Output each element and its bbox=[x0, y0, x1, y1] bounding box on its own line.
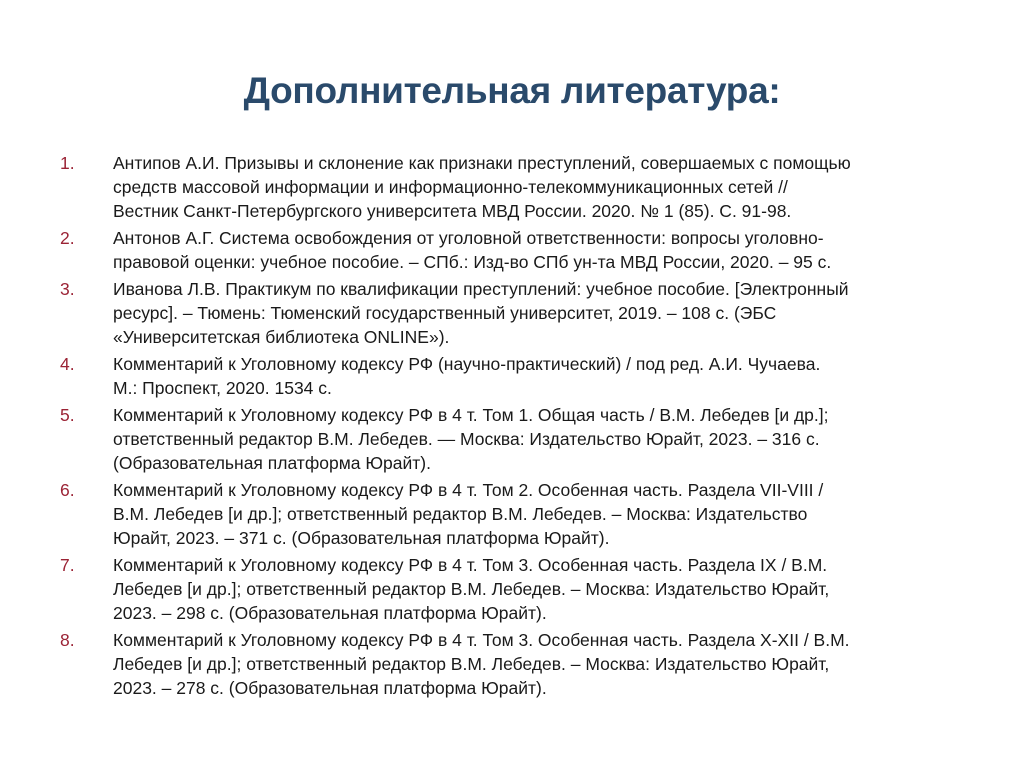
item-text-line: Лебедев [и др.]; ответственный редактор В.М. Лебедев. – Москва: Издательство Юрайт, bbox=[113, 654, 830, 674]
literature-item bbox=[60, 277, 980, 349]
item-text-line: ответственный редактор В.М. Лебедев. — Москва: Издательство Юрайт, 2023. – 316 с. bbox=[113, 429, 820, 449]
item-text-line: Юрайт, 2023. – 371 с. (Образовательная платформа Юрайт). bbox=[113, 528, 610, 548]
item-text-line: Комментарий к Уголовному кодексу РФ (научно-практический) / под ред. А.И. Чучаева. bbox=[113, 354, 821, 374]
literature-item bbox=[60, 403, 980, 475]
item-text-line: Комментарий к Уголовному кодексу РФ в 4 т. Том 2. Особенная часть. Раздела VII-VIII / bbox=[113, 480, 824, 500]
literature-item bbox=[60, 628, 980, 700]
item-text-line: Комментарий к Уголовному кодексу РФ в 4 т. Том 3. Особенная часть. Раздела X-XII / В.М. bbox=[113, 630, 850, 650]
item-number: 8. bbox=[60, 630, 75, 650]
literature-item bbox=[60, 478, 980, 550]
item-number: 5. bbox=[60, 405, 75, 425]
item-text-line: Вестник Санкт-Петербургского университета МВД России. 2020. № 1 (85). С. 91-98. bbox=[113, 201, 792, 221]
item-text-line: 2023. – 278 с. (Образовательная платформа Юрайт). bbox=[113, 678, 547, 698]
item-text-line: правовой оценки: учебное пособие. – СПб.: Изд-во СПб ун-та МВД России, 2020. – 95 с. bbox=[113, 252, 832, 272]
item-text-line: (Образовательная платформа Юрайт). bbox=[113, 453, 431, 473]
item-text-line: М.: Проспект, 2020. 1534 с. bbox=[113, 378, 332, 398]
item-text-line: Комментарий к Уголовному кодексу РФ в 4 т. Том 3. Особенная часть. Раздела IX / В.М. bbox=[113, 555, 828, 575]
item-number: 7. bbox=[60, 555, 75, 575]
item-text-line: Иванова Л.В. Практикум по квалификации преступлений: учебное пособие. [Электронный bbox=[113, 279, 849, 299]
literature-item bbox=[60, 226, 980, 274]
literature-item bbox=[60, 151, 980, 223]
item-text-line: В.М. Лебедев [и др.]; ответственный редактор В.М. Лебедев. – Москва: Издательство bbox=[113, 504, 808, 524]
item-text-line: Антипов А.И. Призывы и склонение как признаки преступлений, совершаемых с помощью bbox=[113, 153, 851, 173]
item-text-line: «Университетская библиотека ONLINE»). bbox=[113, 327, 450, 347]
literature-item bbox=[60, 352, 980, 400]
item-number: 6. bbox=[60, 480, 75, 500]
item-number: 2. bbox=[60, 228, 75, 248]
literature-list bbox=[60, 151, 980, 703]
item-number: 4. bbox=[60, 354, 75, 374]
item-text-line: Лебедев [и др.]; ответственный редактор В.М. Лебедев. – Москва: Издательство Юрайт, bbox=[113, 579, 830, 599]
literature-item bbox=[60, 553, 980, 625]
item-text-line: Комментарий к Уголовному кодексу РФ в 4 т. Том 1. Общая часть / В.М. Лебедев [и др.]; bbox=[113, 405, 829, 425]
item-number: 1. bbox=[60, 153, 75, 173]
slide-title: Дополнительная литература: bbox=[243, 70, 781, 111]
item-number: 3. bbox=[60, 279, 75, 299]
item-text-line: средств массовой информации и информационно-телекоммуникационных сетей // bbox=[113, 177, 788, 197]
item-text-line: Антонов А.Г. Система освобождения от уголовной ответственности: вопросы уголовно- bbox=[113, 228, 824, 248]
item-text-line: 2023. – 298 с. (Образовательная платформа Юрайт). bbox=[113, 603, 547, 623]
item-text-line: ресурс]. – Тюмень: Тюменский государственный университет, 2019. – 108 с. (ЭБС bbox=[113, 303, 777, 323]
